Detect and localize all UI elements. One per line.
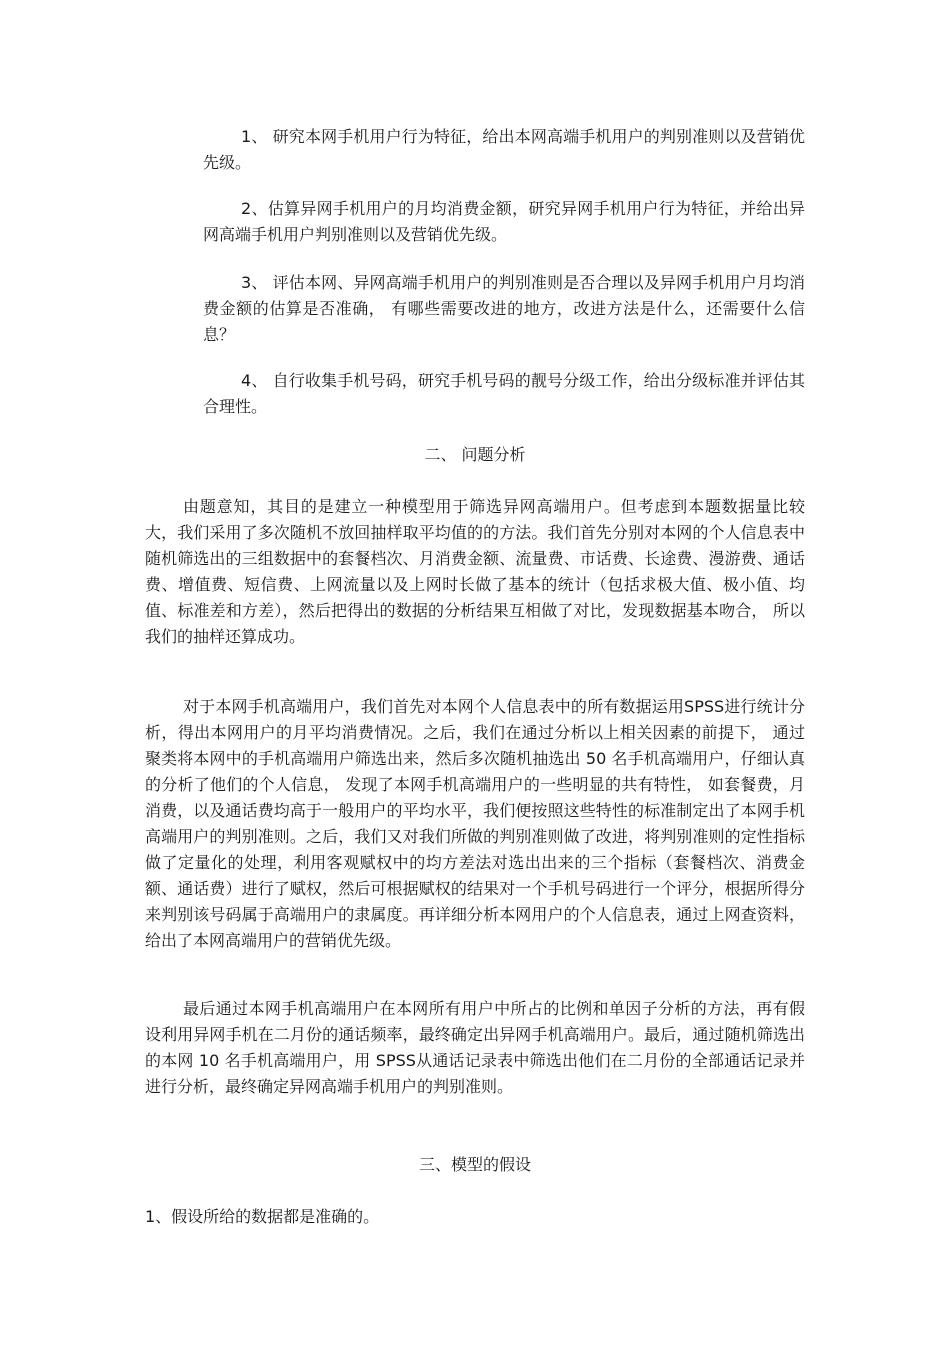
task-item-3: 3、 评估本网、异网高端手机用户的判别准则是否合理以及异网手机用户月均消费金额的估算是否准确， 有哪些需要改进的地方，改进方法是什么，还需要什么信息？ (203, 273, 805, 344)
analysis-paragraph-2: 对于本网手机高端用户，我们首先对本网个人信息表中的所有数据运用SPSS进行统计分析，得出本网用户的月平均消费情况。之后，我们在通过分析以上相关因素的前提下， 通过聚类将本网中的手机高端用户筛选出来，然后多次随机抽选出 50 名手机高端用户，仔细认真的分析了他们的个人信息， 发现了本网手机高端用户的一些明显的共有特性， 如套餐费，月消费，以及通话费均高于一般用户的平均水平，我们便按照这些特性的标准制定出了本网手机高端用户的判别准则。之后，我们又对我们所做的判别准则做了改进，将判别准则的定性指标做了定量化的处理，利用客观赋权中的均方差法对选出出来的三个指标（套餐档次、消费金额、通话费）进行了赋权，然后可根据赋权的结果对一个手机号码进行一个评分，根据所得分来判别该号码属于高端用户的隶属度。再详细分析本网用户的个人信息表，通过上网查资料， 给出了本网高端用户的营销优先级。 (145, 697, 805, 950)
task-item-4: 4、 自行收集手机号码，研究手机号码的靓号分级工作，给出分级标准并评估其合理性。 (203, 371, 805, 416)
task-item-1: 1、 研究本网手机用户行为特征，给出本网高端手机用户的判别准则以及营销优先级。 (203, 127, 805, 172)
analysis-paragraph-3: 最后通过本网手机高端用户在本网所有用户中所占的比例和单因子分析的方法，再有假设利用异网手机在二月份的通话频率，最终确定出异网手机高端用户。最后，通过随机筛选出的本网 10 名手机高端用户，用 SPSS从通话记录表中筛选出他们在二月份的全部通话记录并进行分析，最终确定异网高端手机用户的判别准则。 (145, 999, 805, 1096)
task-item-2: 2、估算异网手机用户的月均消费金额，研究异网手机用户行为特征，并给出异网高端手机用户判别准则以及营销优先级。 (203, 199, 805, 244)
section-heading-assumptions: 三、模型的假设 (418, 1155, 531, 1174)
assumption-item-1: 1、假设所给的数据都是准确的。 (145, 1207, 380, 1226)
analysis-paragraph-1: 由题意知，其目的是建立一种模型用于筛选异网高端用户。但考虑到本题数据量比较大，我们采用了多次随机不放回抽样取平均值的的方法。我们首先分别对本网的个人信息表中随机筛选出的三组数据中的套餐档次、月消费金额、流量费、市话费、长途费、漫游费、通话费、增值费、短信费、上网流量以及上网时长做了基本的统计（包括求极大值、极小值、均值、标准差和方差），然后把得出的数据的分析结果互相做了对比，发现数据基本吻合， 所以我们的抽样还算成功。 (145, 497, 805, 646)
section-heading-problem-analysis: 二、 问题分析 (424, 445, 526, 464)
